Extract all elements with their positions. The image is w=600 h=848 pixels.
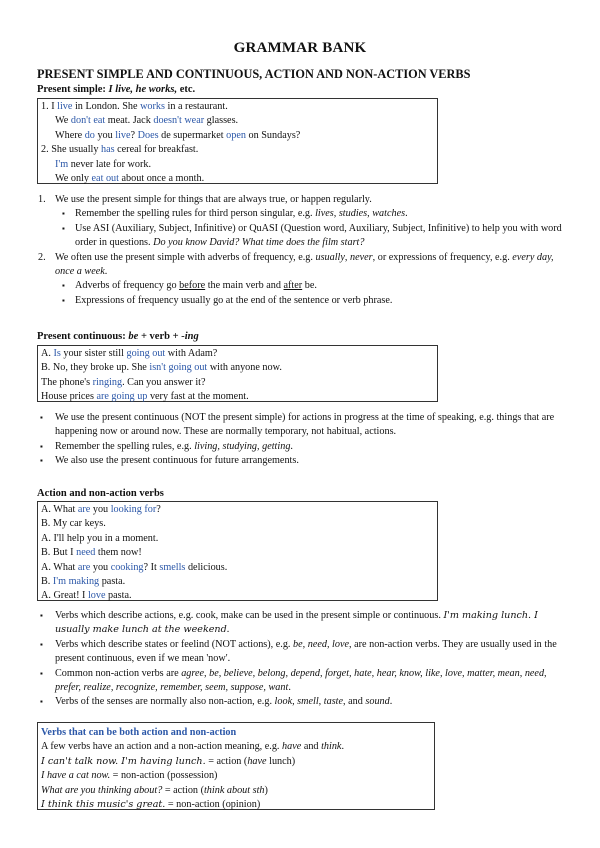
example-line: A few verbs have an action and a non-action meaning, e.g. have and think.	[41, 741, 344, 753]
present-continuous-heading: Present continuous: be + verb + -ing	[37, 331, 199, 342]
both-verbs-box	[37, 722, 435, 810]
rule-bullet: ▪ Verbs which describe actions, e.g. cook, make can be used in the present simple or continuous. I'm making lunch. I usually make lunch at the weekend.	[37, 609, 567, 638]
example-line: The phone's ringing. Can you answer it?	[41, 376, 206, 388]
rule-bullet: ▪ We use the present continuous (NOT the present simple) for actions in progress at the time of speaking, e.g. things that are happening now or around now. These are normally temporary, not habitual, actions.	[37, 411, 567, 440]
example-line: B. I'm making pasta.	[41, 576, 126, 588]
example-line: 2. She usually has cereal for breakfast.	[41, 144, 199, 156]
example-line: A. I'll help you in a moment.	[41, 532, 159, 544]
example-line: I'm never late for work.	[55, 158, 152, 170]
example-line: B. No, they broke up. She isn't going out with anyone now.	[41, 362, 282, 374]
example-line: B. My car keys.	[41, 518, 106, 530]
example-line: A. Great! I love pasta.	[41, 590, 132, 602]
both-verbs-heading: Verbs that can be both action and non-action	[41, 727, 237, 738]
rule-bullet: ▪ Expressions of frequency usually go at the end of the sentence or verb phrase.	[37, 294, 567, 308]
example-line: A. What are you looking for?	[41, 504, 161, 515]
action-verbs-heading: Action and non-action verbs	[37, 488, 164, 499]
rule-bullet: ▪ Verbs which describe states or feelind (NOT actions), e.g. be, need, love, are non-action verbs. They are usually used in the present continuous, even if we mean 'now'.	[37, 638, 567, 667]
example-line: I have a cat now. = non-action (possession)	[41, 770, 218, 782]
example-line: A. What are you cooking? It smells delicious.	[41, 561, 228, 573]
rule-bullet: ▪ We also use the present continuous for future arrangements.	[37, 454, 567, 468]
present-continuous-examples-box	[37, 345, 438, 402]
example-line: Where do you live? Does de supermarket open on Sundays?	[55, 129, 301, 141]
example-line: What are you thinking about? = action (think about sth)	[41, 784, 268, 796]
rule-bullet: ▪ Remember the spelling rules, e.g. living, studying, getting.	[37, 440, 567, 454]
action-verbs-rules	[37, 609, 567, 710]
present-continuous-rules	[37, 411, 567, 469]
example-line: B. But I need them now!	[41, 547, 142, 559]
rule-bullet: ▪ Remember the spelling rules for third person singular, e.g. lives, studies, watches.	[37, 207, 567, 221]
rule-item: 1. We use the present simple for things that are always true, or happen regularly.	[38, 194, 372, 205]
example-line: 1. I live in London. She works in a restaurant.	[41, 101, 228, 112]
present-simple-examples-box	[37, 98, 438, 184]
page-title: GRAMMAR BANK	[233, 40, 367, 56]
example-line: A. Is your sister still going out with Adam?	[41, 348, 218, 359]
example-line: I can't talk now. I'm having lunch. = action (have lunch)	[41, 755, 296, 767]
rule-bullet: ▪ Adverbs of frequency go before the main verb and after be.	[37, 279, 567, 293]
example-line: I think this music's great. = non-action (opinion)	[41, 799, 261, 811]
rule-item: 2. We often use the present simple with adverbs of frequency, e.g. usually, never, or expressions of frequency, e.g. every day, once a week.	[38, 251, 554, 278]
rule-bullet: ▪ Verbs of the senses are normally also non-action, e.g. look, smell, taste, and sound.	[37, 695, 567, 709]
action-verbs-examples-box	[37, 501, 438, 601]
rule-bullet: ▪ Use ASI (Auxiliary, Subject, Infinitive) or QuASI (Question word, Auxiliary, Subject, Infinitive) to help you with word order in questions. Do you know David? What time does the film start?	[37, 222, 567, 251]
section-title: PRESENT SIMPLE AND CONTINUOUS, ACTION AND NON-ACTION VERBS	[37, 67, 471, 81]
example-line: We only eat out about once a month.	[55, 173, 205, 185]
present-simple-heading: Present simple: I live, he works, etc.	[37, 84, 196, 95]
rule-bullet: ▪ Common non-action verbs are agree, be, believe, belong, depend, forget, hate, hear, know, like, love, matter, mean, need, prefer, realize, recognize, remember, seem, suppose, want.	[37, 667, 567, 696]
present-simple-rules	[37, 193, 567, 308]
example-line: House prices are going up very fast at the moment.	[41, 391, 249, 403]
example-line: We don't eat meat. Jack doesn't wear glasses.	[55, 115, 239, 127]
